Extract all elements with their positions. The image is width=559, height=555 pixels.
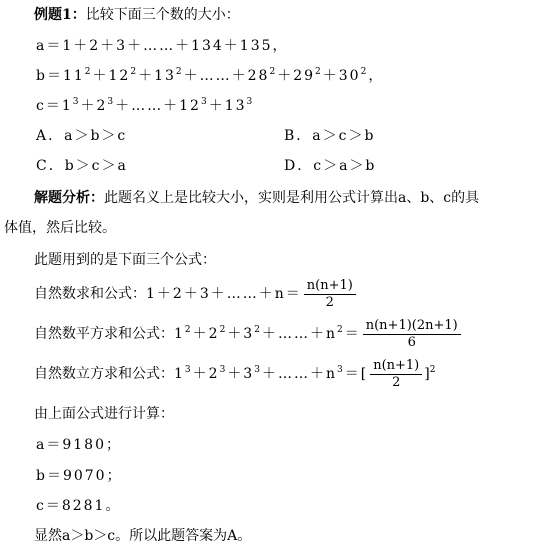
equals-bracket: ＝[ <box>344 366 369 382</box>
exponent: 2 <box>175 67 184 77</box>
formula-cube-fraction <box>370 358 422 391</box>
option-a: A．a＞b＞c <box>36 128 128 144</box>
b-term: ＋30 <box>322 68 361 84</box>
formula-cube-label: 自然数立方求和公式： <box>34 366 174 382</box>
formulas-intro: 此题用到的是下面三个公式： <box>34 252 216 268</box>
fraction-denominator: 2 <box>325 294 334 310</box>
c-definition <box>36 97 254 115</box>
exponent: 2 <box>360 67 369 77</box>
exponent: 3 <box>184 365 193 375</box>
calc-intro: 由上面公式进行计算： <box>34 406 174 422</box>
a-definition: a＝1＋2＋3＋……＋134＋135， <box>36 38 289 54</box>
close-bracket: ] <box>424 366 430 382</box>
exponent: 3 <box>254 365 262 375</box>
formula-sum-label: 自然数求和公式： <box>34 286 146 302</box>
exponent: 2 <box>184 325 193 335</box>
fraction-denominator: 6 <box>407 334 416 350</box>
formula-sum-expr: 1＋2＋3＋……＋n＝ <box>146 286 302 302</box>
b-definition <box>36 67 384 85</box>
option-d: D．c＞a＞b <box>284 158 377 174</box>
term: 1 <box>174 326 185 342</box>
b-value: b＝9070； <box>36 468 123 484</box>
exponent: 2 <box>254 325 262 335</box>
term: 1 <box>174 366 185 382</box>
c-term: ＋2 <box>80 98 108 114</box>
b-term: b＝11 <box>36 68 85 84</box>
formula-square-expr <box>174 326 361 342</box>
exponent: 3 <box>246 97 255 107</box>
a-value: a＝9180； <box>36 437 122 453</box>
c-term: ＋13 <box>208 98 247 114</box>
b-term: ＋29 <box>277 68 316 84</box>
fraction-denominator: 2 <box>392 374 401 390</box>
exponent: 2 <box>429 365 436 375</box>
exponent: 2 <box>84 67 93 77</box>
formula-sum <box>34 277 358 311</box>
exponent: 2 <box>130 67 139 77</box>
term: ＋3 <box>227 326 255 342</box>
term: ＋2 <box>192 326 220 342</box>
b-term: ， <box>368 68 385 84</box>
exponent: 2 <box>219 325 228 335</box>
exponent: 3 <box>200 97 209 107</box>
formula-square-label: 自然数平方求和公式： <box>34 326 174 342</box>
fraction-numerator: n(n+1)(2n+1) <box>363 318 461 335</box>
c-term: ＋……＋12 <box>115 98 201 114</box>
example-question: 比较下面三个数的大小： <box>85 7 240 23</box>
exponent: 3 <box>72 97 81 107</box>
exponent: 2 <box>269 67 278 77</box>
formula-cube-expr <box>174 366 368 382</box>
exponent: 2 <box>337 325 345 335</box>
b-term: ＋13 <box>138 68 176 84</box>
fraction-numerator: n(n+1) <box>370 358 422 375</box>
example-label: 例题1： <box>34 7 86 23</box>
conclusion: 显然a＞b＞c。所以此题答案为A。 <box>34 528 252 544</box>
analysis-paragraph <box>34 189 479 207</box>
formula-square-sum <box>34 317 463 351</box>
equals: ＝ <box>344 326 361 342</box>
exponent: 3 <box>107 97 116 107</box>
option-b: B．a＞c＞b <box>284 128 376 144</box>
b-term: ＋……＋28 <box>183 68 270 84</box>
fraction-numerator: n(n+1) <box>304 278 356 295</box>
analysis-label: 解题分析： <box>34 190 104 206</box>
analysis-text: 此题名义上是比较大小，实则是利用公式计算出a、b、c的具 <box>104 190 480 206</box>
term: ＋……＋n <box>261 366 337 382</box>
formula-square-fraction <box>363 318 461 351</box>
term: ＋3 <box>227 366 255 382</box>
exponent: 3 <box>219 365 228 375</box>
formula-cube-sum <box>34 357 435 391</box>
analysis-text-continued: 体值，然后比较。 <box>4 220 116 236</box>
c-value: c＝8281。 <box>36 498 122 514</box>
formula-sum-fraction <box>304 278 356 311</box>
example-title <box>34 6 240 24</box>
option-c: C．b＞c＞a <box>36 158 128 174</box>
exponent: 3 <box>337 365 345 375</box>
term: ＋……＋n <box>261 326 337 342</box>
b-term: ＋12 <box>92 68 131 84</box>
term: ＋2 <box>192 366 220 382</box>
c-term: c＝1 <box>36 98 73 114</box>
exponent: 2 <box>315 67 323 77</box>
